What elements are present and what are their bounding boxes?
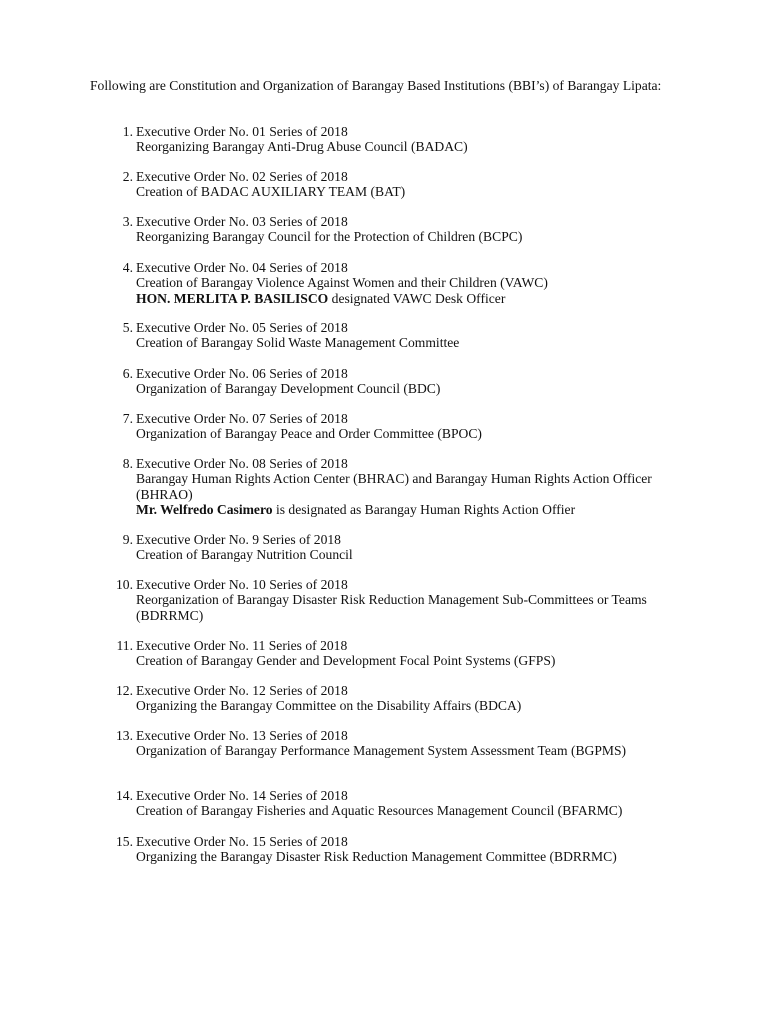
item-number: 2. [122, 169, 133, 184]
item-note [136, 291, 696, 306]
item-number: 8. [122, 456, 133, 471]
item-description: Organizing the Barangay Disaster Risk Reduction Management Committee (BDRRMC) [136, 849, 617, 865]
item-description: Creation of Barangay Violence Against Women and their Children (VAWC) [136, 275, 548, 291]
item-number: 9. [122, 532, 133, 547]
item-description: Barangay Human Rights Action Center (BHRAC) and Barangay Human Rights Action Officer (BHRAO) [136, 471, 652, 502]
item-title: Executive Order No. 14 Series of 2018 [136, 788, 348, 803]
officer-name: Mr. Welfredo Casimero [136, 501, 273, 517]
item-number: 11. [116, 638, 133, 653]
item-number: 7. [122, 411, 133, 426]
item-number: 10. [116, 577, 133, 592]
item-number: 3. [122, 214, 133, 229]
item-description: Creation of Barangay Fisheries and Aquatic Resources Management Council (BFARMC) [136, 803, 623, 819]
item-description: Reorganizing Barangay Anti-Drug Abuse Council (BADAC) [136, 139, 468, 155]
item-number: 15. [116, 834, 133, 849]
item-description: Reorganization of Barangay Disaster Risk Reduction Management Sub-Committees or Teams (BDRRMC) [136, 592, 647, 623]
item-description: Creation of BADAC AUXILIARY TEAM (BAT) [136, 184, 406, 200]
item-title: Executive Order No. 12 Series of 2018 [136, 683, 348, 698]
item-title: Executive Order No. 04 Series of 2018 [136, 260, 348, 275]
item-description: Organizing the Barangay Committee on the Disability Affairs (BDCA) [136, 698, 522, 714]
note-text: is designated as Barangay Human Rights Action Offier [272, 501, 576, 517]
item-title: Executive Order No. 08 Series of 2018 [136, 456, 348, 471]
item-title: Executive Order No. 07 Series of 2018 [136, 411, 348, 426]
item-description: Reorganizing Barangay Council for the Protection of Children (BCPC) [136, 229, 523, 245]
item-description: Creation of Barangay Solid Waste Management Committee [136, 335, 460, 351]
item-title: Executive Order No. 01 Series of 2018 [136, 124, 348, 139]
item-note [136, 502, 696, 517]
item-description: Creation of Barangay Nutrition Council [136, 547, 353, 563]
item-title: Executive Order No. 11 Series of 2018 [136, 638, 348, 653]
item-title: Executive Order No. 13 Series of 2018 [136, 728, 348, 743]
item-number: 4. [122, 260, 133, 275]
item-number: 12. [116, 683, 133, 698]
item-title: Executive Order No. 02 Series of 2018 [136, 169, 348, 184]
item-title: Executive Order No. 03 Series of 2018 [136, 214, 348, 229]
item-title: Executive Order No. 06 Series of 2018 [136, 366, 348, 381]
item-description: Organization of Barangay Peace and Order Committee (BPOC) [136, 426, 482, 442]
item-title: Executive Order No. 15 Series of 2018 [136, 834, 348, 849]
note-text: designated VAWC Desk Officer [328, 290, 506, 306]
officer-name: HON. MERLITA P. BASILISCO [136, 290, 329, 306]
item-description: Creation of Barangay Gender and Development Focal Point Systems (GFPS) [136, 653, 556, 669]
item-title: Executive Order No. 05 Series of 2018 [136, 320, 348, 335]
item-title: Executive Order No. 10 Series of 2018 [136, 577, 348, 592]
item-description: Organization of Barangay Performance Management System Assessment Team (BGPMS) [136, 743, 627, 759]
item-number: 6. [122, 366, 133, 381]
item-number: 1. [122, 124, 133, 139]
item-number: 5. [122, 320, 133, 335]
item-description: Organization of Barangay Development Council (BDC) [136, 381, 441, 397]
item-number: 14. [116, 788, 133, 803]
item-number: 13. [116, 728, 133, 743]
item-title: Executive Order No. 9 Series of 2018 [136, 532, 341, 547]
intro-paragraph: Following are Constitution and Organization of Barangay Based Institutions (BBI’s) of Barangay Lipata: [90, 78, 662, 93]
